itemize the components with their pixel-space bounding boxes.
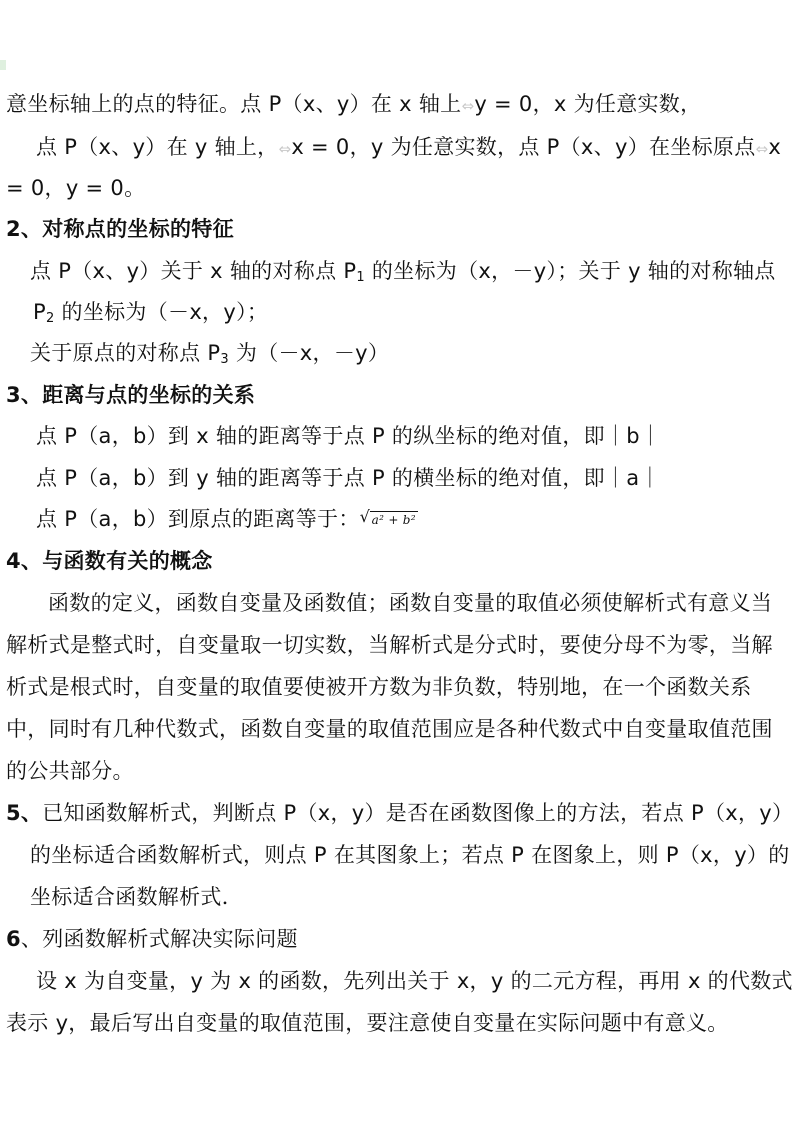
text-line bbox=[6, 174, 145, 202]
text-span: y = 0，x 为任意实数， bbox=[474, 92, 702, 116]
text-span: 意坐标轴上的点的特征。点 P（x、y）在 x 轴上 bbox=[6, 92, 462, 116]
subscript: 2 bbox=[45, 311, 55, 326]
text-span: P bbox=[33, 300, 46, 324]
text-line bbox=[6, 90, 701, 120]
text-span: 点 P（x、y）在 y 轴上， bbox=[36, 135, 279, 159]
paragraph-line: 表示 y，最后写出自变量的取值范围，要注意使自变量在实际问题中有意义。 bbox=[6, 1011, 729, 1035]
text-line bbox=[33, 298, 268, 326]
radicand: a² + b² bbox=[371, 513, 416, 527]
section-heading: 2、对称点的坐标的特征 bbox=[6, 217, 234, 241]
text-span: 为（－x，－y） bbox=[228, 341, 390, 365]
text-line bbox=[30, 257, 776, 285]
corner-marker bbox=[0, 60, 6, 70]
section-number: 5、 bbox=[6, 801, 43, 825]
section-heading bbox=[6, 925, 298, 953]
paragraph-line: 解析式是整式时，自变量取一切实数，当解析式是分式时，要使分母不为零，当解 bbox=[6, 633, 773, 657]
text-line: 点 P（a，b）到 y 轴的距离等于点 P 的横坐标的绝对值，即｜a｜ bbox=[36, 466, 661, 490]
text-span: 点 P（a，b）到原点的距离等于： bbox=[36, 507, 360, 531]
section-heading: 4、与函数有关的概念 bbox=[6, 549, 213, 573]
text-span: 的坐标为（x，－y）；关于 y 轴的对称轴点 bbox=[364, 259, 776, 283]
paragraph-line: 的公共部分。 bbox=[6, 759, 134, 783]
paragraph-line: 的坐标适合函数解析式，则点 P 在其图象上；若点 P 在图象上，则 P（x，y）的 bbox=[30, 843, 790, 867]
square-root-formula bbox=[360, 506, 418, 534]
paragraph-line: 中，同时有几种代数式，函数自变量的取值范围应是各种代数式中自变量取值范围 bbox=[6, 717, 773, 741]
text-span: = 0，y = 0。 bbox=[6, 176, 146, 200]
text-span: x = 0，y 为任意实数，点 P（x、y）在坐标原点 bbox=[291, 135, 756, 159]
paragraph-line: 设 x 为自变量，y 为 x 的函数，先列出关于 x，y 的二元方程，再用 x 的代数式 bbox=[36, 969, 793, 993]
text-span: 的坐标为（－x，y）； bbox=[54, 300, 269, 324]
paragraph-line: 函数的定义，函数自变量及函数值；函数自变量的取值必须使解析式有意义当 bbox=[48, 591, 773, 615]
text-line bbox=[36, 133, 781, 163]
text-span: x bbox=[768, 135, 782, 159]
subscript: 3 bbox=[220, 352, 229, 367]
subscript: 1 bbox=[356, 270, 365, 285]
text-line bbox=[30, 339, 389, 367]
paragraph-line: 析式是根式时，自变量的取值要使被开方数为非负数，特别地，在一个函数关系 bbox=[6, 675, 752, 699]
text-span: 关于原点的对称点 P bbox=[30, 341, 221, 365]
text-line bbox=[6, 799, 793, 827]
equivalence-icon: ⇔ bbox=[755, 140, 769, 158]
equivalence-icon: ⇔ bbox=[278, 140, 292, 158]
text-span: 已知函数解析式，判断点 P（x，y）是否在函数图像上的方法，若点 P（x，y） bbox=[42, 801, 793, 825]
section-heading: 3、距离与点的坐标的关系 bbox=[6, 383, 256, 407]
section-number: 6 bbox=[6, 927, 21, 951]
text-span: 、列函数解析式解决实际问题 bbox=[20, 927, 298, 951]
radical-sign: √ bbox=[359, 507, 371, 526]
text-line bbox=[36, 505, 418, 534]
paragraph-line: 坐标适合函数解析式． bbox=[30, 885, 243, 909]
text-span: 点 P（x、y）关于 x 轴的对称点 P bbox=[30, 259, 357, 283]
equivalence-icon: ⇔ bbox=[461, 97, 475, 115]
text-line: 点 P（a，b）到 x 轴的距离等于点 P 的纵坐标的绝对值，即｜b｜ bbox=[36, 424, 662, 448]
